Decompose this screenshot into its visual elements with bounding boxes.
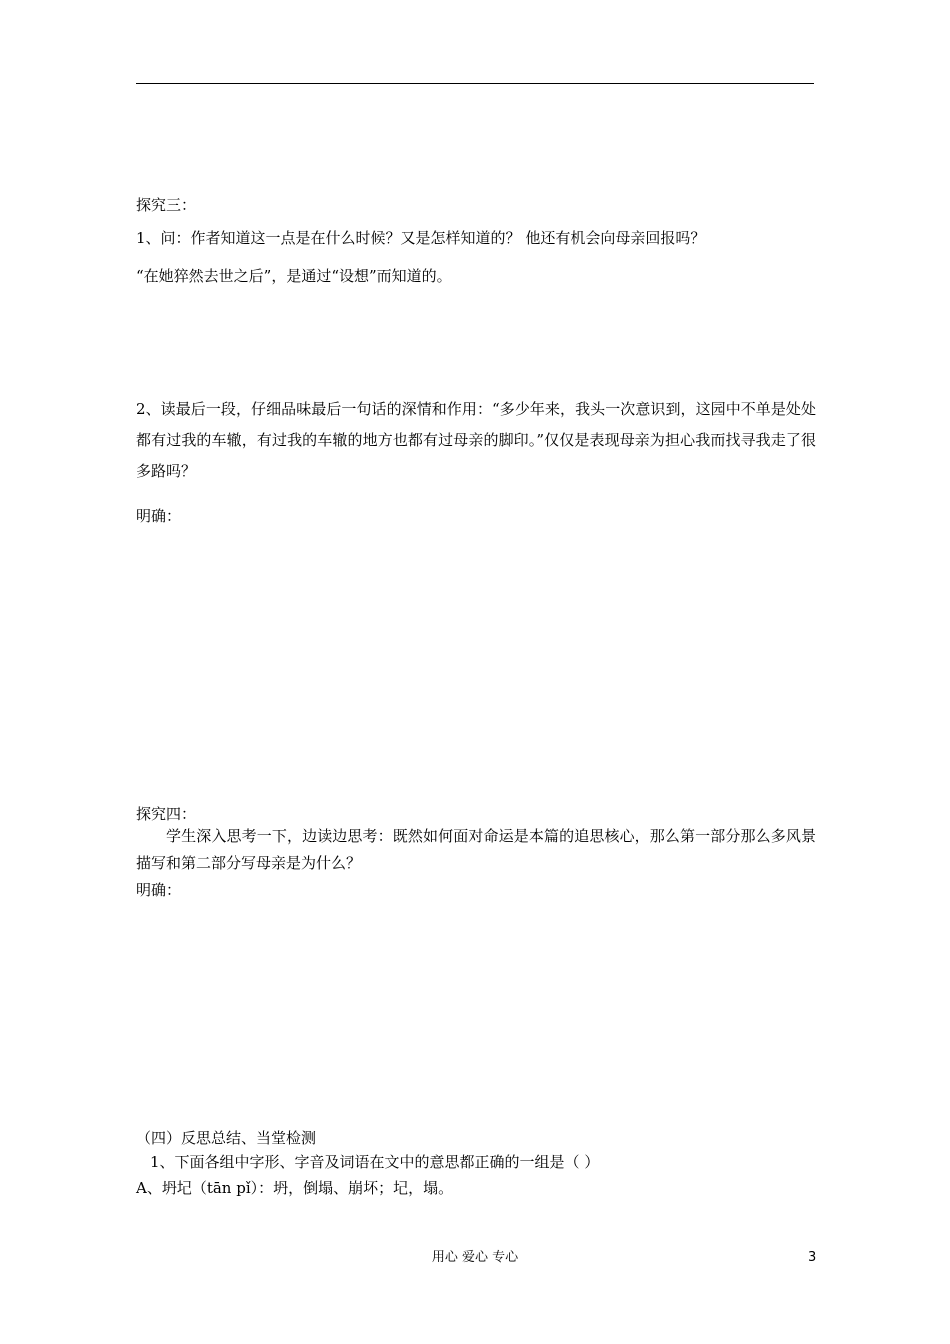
page-number: 3 (808, 1250, 817, 1265)
review-section-title: （四）反思总结、当堂检测 (136, 1129, 317, 1147)
footer-motto: 用心 爱心 专心 (431, 1250, 519, 1265)
section3-question-2: 2、读最后一段，仔细品味最后一句话的深情和作用：“多少年来，我头一次意识到，这园中不单是处处都有过我的车辙，有过我的车辙的地方也都有过母亲的脚印。”仅仅是表现母亲为担心我而找寻我走了很多路吗？ (136, 400, 816, 480)
section4-answer-label: 明确： (136, 881, 182, 899)
section3-title: 探究三： (136, 196, 197, 214)
review-item-1: 1、下面各组中字形、字音及词语在文中的意思都正确的一组是（ ） (150, 1153, 600, 1171)
section4-question: 学生深入思考一下，边读边思考：既然如何面对命运是本篇的追思核心，那么第一部分那么多风景描写和第二部分写母亲是为什么？ (136, 827, 816, 872)
header-rule (136, 83, 814, 84)
section3-answer-label: 明确： (136, 507, 182, 525)
section3-question-1: 1、问：作者知道这一点是在什么时候？又是怎样知道的？ 他还有机会向母亲回报吗？ (136, 229, 706, 247)
review-option-a: A、坍圮（tān pǐ）：坍，倒塌、崩坏；圮，塌。 (136, 1179, 454, 1197)
section4-title: 探究四： (136, 805, 197, 823)
section3-answer-1: “在她猝然去世之后”，是通过“设想”而知道的。 (136, 267, 452, 285)
